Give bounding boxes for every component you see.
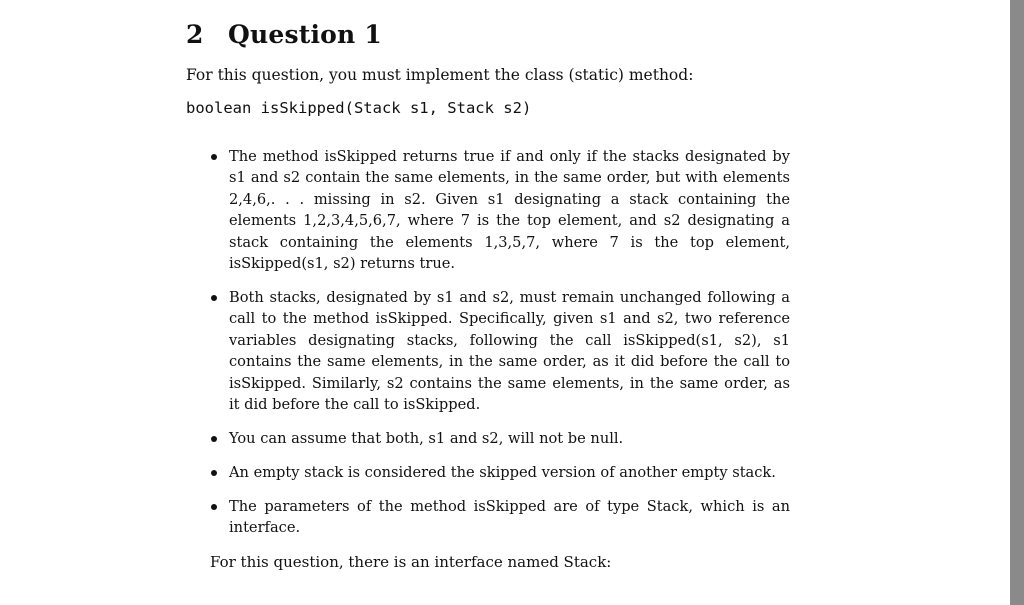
list-item-text: Both stacks, designated by s1 and s2, must remain unchanged following a call to the method isSkipped. Specifically, given s1 and s2, two reference variables designating stacks, following the call isSkipped(s1, s2), s1 contains the same elements, in the same order, as it did before the call to isSkipped. Similarly, s2 contains the same elements, in the same order, as it did before the call to isSkipped. xyxy=(229,288,790,413)
list-item-text: The method isSkipped returns true if and only if the stacks designated by s1 and s2 contain the same elements, in the same order, but with elements 2,4,6,. . . missing in s2. Given s1 designating a stack containing the elements 1,2,3,4,5,6,7, where 7 is the top element, and s2 designating a stack containing the elements 1,3,5,7, where 7 is the top element, isSkipped(s1, s2) returns true. xyxy=(229,148,790,273)
bullet-icon xyxy=(211,470,217,476)
list-item xyxy=(210,496,790,539)
outro-text: For this question, there is an interface named Stack: xyxy=(210,553,612,571)
list-item xyxy=(210,146,790,274)
requirements-list xyxy=(210,146,790,551)
method-signature: boolean isSkipped(Stack s1, Stack s2) xyxy=(186,99,532,117)
bullet-icon xyxy=(211,436,217,442)
list-item xyxy=(210,462,790,483)
list-item-text: The parameters of the method isSkipped are of type Stack, which is an interface. xyxy=(229,497,790,537)
list-item xyxy=(210,287,790,415)
section-title: Question 1 xyxy=(228,20,382,49)
list-item-text: You can assume that both, s1 and s2, will not be null. xyxy=(229,429,624,447)
bullet-icon xyxy=(211,504,217,510)
bullet-icon xyxy=(211,295,217,301)
bullet-icon xyxy=(211,154,217,160)
list-item xyxy=(210,428,790,449)
intro-text: For this question, you must implement the class (static) method: xyxy=(186,66,694,84)
section-heading xyxy=(186,20,382,49)
window-edge xyxy=(1010,0,1024,605)
list-item-text: An empty stack is considered the skipped version of another empty stack. xyxy=(229,463,776,481)
section-number: 2 xyxy=(186,20,204,49)
